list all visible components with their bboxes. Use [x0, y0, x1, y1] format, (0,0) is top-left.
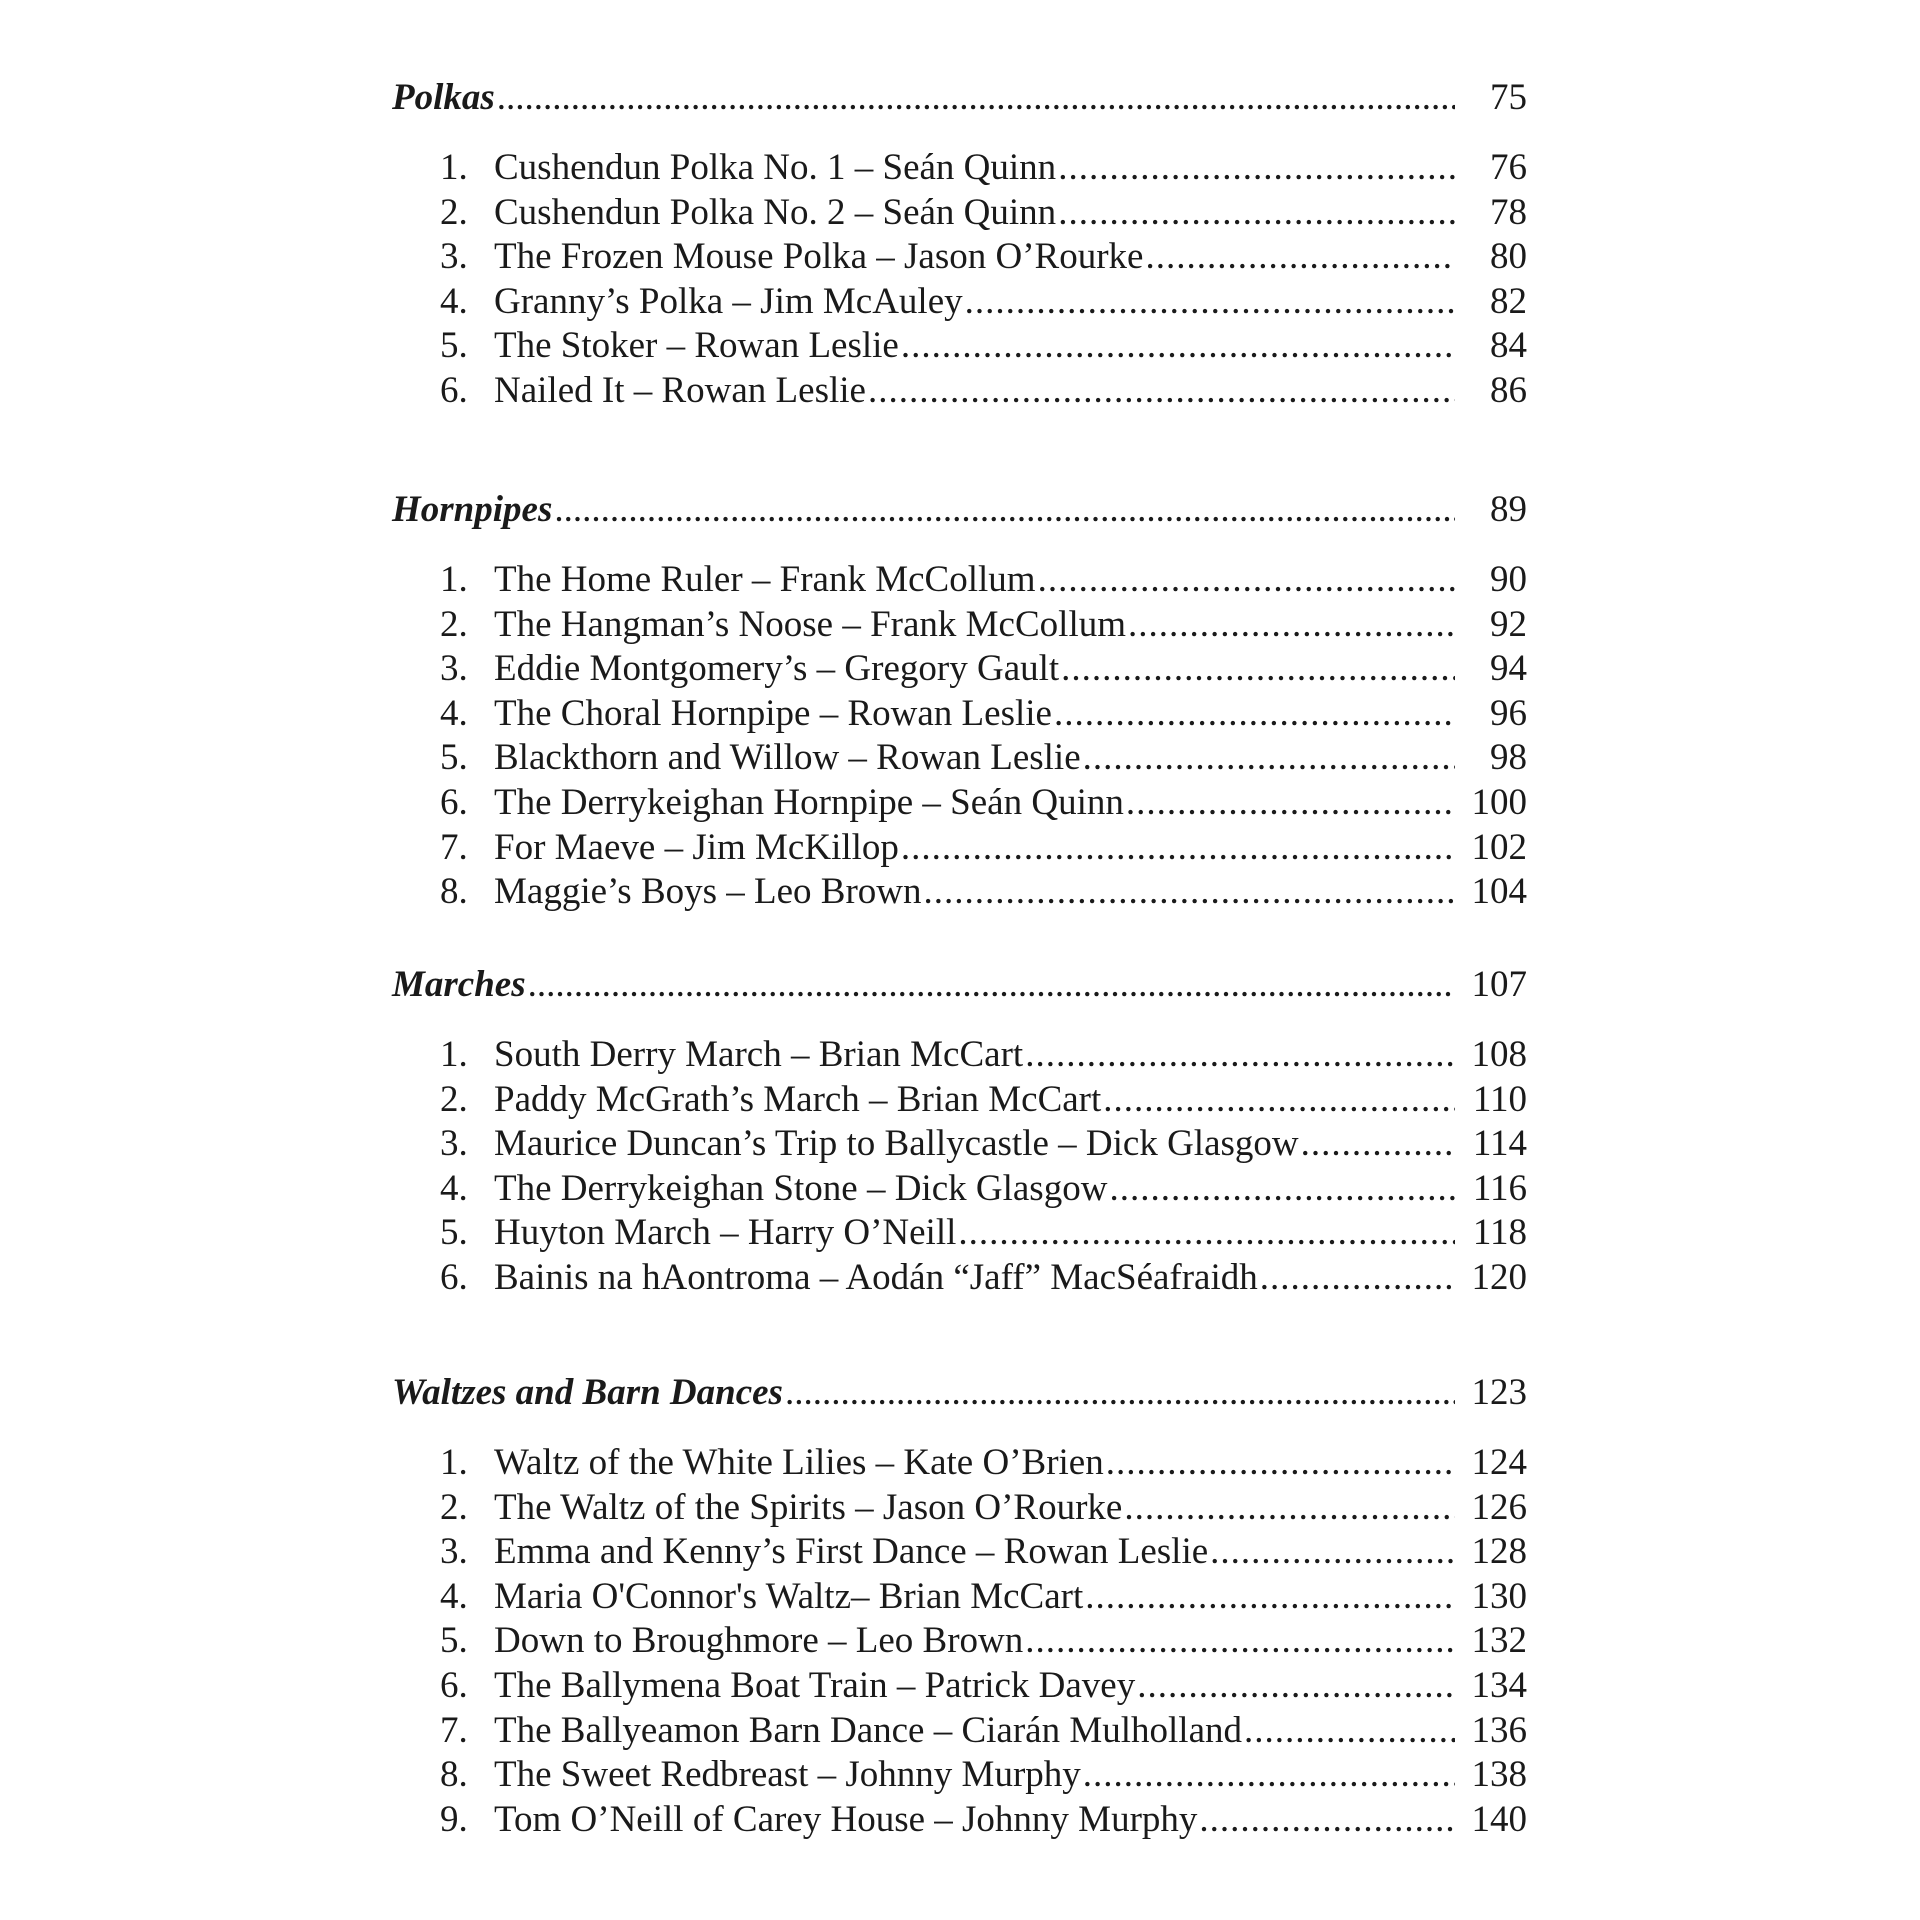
entry-title: Paddy McGrath’s March – Brian McCart: [494, 1078, 1102, 1120]
entry-number: 5.: [440, 325, 468, 367]
list-item: [440, 1798, 1527, 1843]
entry-title: Cushendun Polka No. 1 – Seán Quinn: [494, 147, 1057, 188]
entry-page-number: 138: [1471, 1754, 1527, 1796]
dot-leader: [554, 488, 1455, 531]
entry-title: The Home Ruler – Frank McCollum: [494, 559, 1036, 600]
dot-leader: [901, 826, 1455, 869]
entry-page-number: 76: [1490, 147, 1527, 188]
entry-number: 3.: [440, 648, 468, 690]
list-item: [440, 235, 1527, 280]
section-title: Waltzes and Barn Dances: [392, 1372, 783, 1413]
section-heading: [392, 1371, 1527, 1419]
list-item: [440, 324, 1527, 369]
dot-leader: [924, 870, 1455, 913]
list-item: [440, 191, 1527, 236]
dot-leader: [1126, 781, 1455, 824]
entry-number: 1.: [440, 147, 468, 188]
entry-title: Waltz of the White Lilies – Kate O’Brien: [494, 1442, 1104, 1483]
list-item: [440, 558, 1527, 603]
entry-page-number: 100: [1471, 781, 1527, 823]
entry-number: 3.: [440, 1123, 468, 1165]
entry-title: The Ballyeamon Barn Dance – Ciarán Mulholland: [494, 1709, 1243, 1751]
dot-leader: [1260, 1256, 1455, 1299]
entry-page-number: 80: [1490, 236, 1527, 278]
entry-page-number: 136: [1471, 1709, 1527, 1751]
entry-title: Tom O’Neill of Carey House – Johnny Murphy: [494, 1798, 1198, 1840]
entry-page-number: 90: [1490, 559, 1527, 600]
entry-number: 1.: [440, 1442, 468, 1483]
dot-leader: [528, 963, 1455, 1006]
entry-title: For Maeve – Jim McKillop: [494, 826, 899, 868]
entry-number: 7.: [440, 826, 468, 868]
dot-leader: [497, 76, 1455, 119]
dot-leader: [1106, 1441, 1455, 1484]
list-item: [440, 1709, 1527, 1754]
entry-page-number: 84: [1490, 325, 1527, 367]
dot-leader: [868, 369, 1455, 412]
dot-leader: [1058, 191, 1455, 234]
entry-title: Maurice Duncan’s Trip to Ballycastle – Dick Glasgow: [494, 1123, 1299, 1165]
entry-page-number: 102: [1471, 826, 1527, 868]
entry-number: 6.: [440, 1256, 468, 1298]
section-page-number: 75: [1490, 77, 1527, 118]
dot-leader: [965, 280, 1455, 323]
entry-page-number: 118: [1472, 1212, 1527, 1254]
section-title: Polkas: [392, 77, 495, 118]
dot-leader: [1128, 603, 1455, 646]
list-item: [440, 1122, 1527, 1167]
dot-leader: [1103, 1078, 1455, 1121]
entry-title: Cushendun Polka No. 2 – Seán Quinn: [494, 191, 1057, 233]
entry-page-number: 98: [1490, 737, 1527, 779]
entry-page-number: 128: [1471, 1531, 1527, 1573]
entry-number: 4.: [440, 1167, 468, 1209]
entry-title: The Stoker – Rowan Leslie: [494, 325, 899, 367]
entry-page-number: 78: [1490, 191, 1527, 233]
entry-title: The Derrykeighan Stone – Dick Glasgow: [494, 1167, 1108, 1209]
dot-leader: [1210, 1530, 1455, 1573]
entry-number: 4.: [440, 280, 468, 322]
dot-leader: [1301, 1122, 1455, 1165]
entry-title: The Ballymena Boat Train – Patrick Davey: [494, 1664, 1136, 1706]
list-item: [440, 1530, 1527, 1575]
entry-title: South Derry March – Brian McCart: [494, 1034, 1024, 1075]
entry-title: Maria O'Connor's Waltz– Brian McCart: [494, 1575, 1084, 1617]
dot-leader: [1137, 1664, 1455, 1707]
list-item: [440, 781, 1527, 826]
entry-page-number: 94: [1490, 648, 1527, 690]
entry-number: 9.: [440, 1798, 468, 1840]
list-item: [440, 1575, 1527, 1620]
list-item: [440, 1256, 1527, 1301]
entry-number: 8.: [440, 1754, 468, 1796]
entry-page-number: 116: [1472, 1167, 1527, 1209]
entry-number: 1.: [440, 559, 468, 600]
dot-leader: [1085, 1575, 1455, 1618]
entry-number: 5.: [440, 1620, 468, 1662]
list-item: [440, 647, 1527, 692]
entry-number: 4.: [440, 692, 468, 734]
list-item: [440, 1078, 1527, 1123]
list-item: [440, 1664, 1527, 1709]
entry-title: Maggie’s Boys – Leo Brown: [494, 871, 922, 913]
dot-leader: [958, 1211, 1455, 1254]
dot-leader: [1145, 235, 1455, 278]
dot-leader: [901, 324, 1455, 367]
entry-number: 5.: [440, 737, 468, 779]
dot-leader: [1058, 146, 1455, 189]
entry-title: Huyton March – Harry O’Neill: [494, 1212, 957, 1254]
entry-page-number: 82: [1490, 280, 1527, 322]
entry-page-number: 132: [1471, 1620, 1527, 1662]
dot-leader: [1025, 1033, 1455, 1076]
entry-number: 3.: [440, 1531, 468, 1573]
dot-leader: [1199, 1798, 1455, 1841]
section-heading: [392, 488, 1527, 536]
entry-number: 8.: [440, 871, 468, 913]
entry-title: The Frozen Mouse Polka – Jason O’Rourke: [494, 236, 1144, 278]
section-heading: [392, 963, 1527, 1011]
entry-title: The Derrykeighan Hornpipe – Seán Quinn: [494, 781, 1124, 823]
list-item: [440, 1486, 1527, 1531]
list-item: [440, 1033, 1527, 1078]
entry-title: Nailed It – Rowan Leslie: [494, 369, 866, 411]
entry-title: The Hangman’s Noose – Frank McCollum: [494, 603, 1126, 645]
entry-title: Emma and Kenny’s First Dance – Rowan Leslie: [494, 1531, 1209, 1573]
dot-leader: [785, 1371, 1455, 1414]
section-page-number: 89: [1490, 489, 1527, 530]
entry-number: 6.: [440, 781, 468, 823]
dot-leader: [1109, 1167, 1455, 1210]
entry-title: Bainis na hAontroma – Aodán “Jaff” MacSéafraidh: [494, 1256, 1258, 1298]
entry-number: 5.: [440, 1212, 468, 1254]
section-page-number: 107: [1471, 964, 1527, 1005]
dot-leader: [1061, 647, 1455, 690]
entry-page-number: 96: [1490, 692, 1527, 734]
entry-title: The Choral Hornpipe – Rowan Leslie: [494, 692, 1052, 734]
entry-page-number: 140: [1471, 1798, 1527, 1840]
dot-leader: [1124, 1486, 1455, 1529]
dot-leader: [1083, 1753, 1455, 1796]
entry-number: 7.: [440, 1709, 468, 1751]
entry-title: Eddie Montgomery’s – Gregory Gault: [494, 648, 1060, 690]
entry-number: 3.: [440, 236, 468, 278]
list-item: [440, 826, 1527, 871]
list-item: [440, 1753, 1527, 1798]
entry-number: 2.: [440, 191, 468, 233]
entry-number: 6.: [440, 1664, 468, 1706]
list-item: [440, 1211, 1527, 1256]
entry-page-number: 86: [1490, 369, 1527, 411]
section-title: Marches: [392, 964, 526, 1005]
entry-page-number: 134: [1471, 1664, 1527, 1706]
entry-number: 2.: [440, 1486, 468, 1528]
entry-page-number: 120: [1471, 1256, 1527, 1298]
list-item: [440, 692, 1527, 737]
dot-leader: [1083, 736, 1455, 779]
entry-page-number: 104: [1471, 871, 1527, 913]
entry-number: 2.: [440, 603, 468, 645]
entry-list: [440, 1441, 1527, 1842]
entry-page-number: 126: [1471, 1486, 1527, 1528]
list-item: [440, 1441, 1527, 1486]
entry-list: [440, 558, 1527, 915]
entry-list: [440, 146, 1527, 414]
entry-page-number: 114: [1472, 1123, 1527, 1165]
entry-number: 4.: [440, 1575, 468, 1617]
entry-page-number: 130: [1471, 1575, 1527, 1617]
list-item: [440, 369, 1527, 414]
list-item: [440, 1167, 1527, 1212]
entry-page-number: 108: [1471, 1034, 1527, 1075]
entry-number: 6.: [440, 369, 468, 411]
list-item: [440, 1619, 1527, 1664]
dot-leader: [1244, 1709, 1455, 1752]
list-item: [440, 736, 1527, 781]
dot-leader: [1025, 1619, 1455, 1662]
section-heading: [392, 76, 1527, 124]
entry-number: 2.: [440, 1078, 468, 1120]
entry-title: Down to Broughmore – Leo Brown: [494, 1620, 1024, 1662]
entry-title: Blackthorn and Willow – Rowan Leslie: [494, 737, 1081, 779]
entry-title: The Waltz of the Spirits – Jason O’Rourke: [494, 1486, 1123, 1528]
list-item: [440, 280, 1527, 325]
dot-leader: [1038, 558, 1455, 601]
entry-list: [440, 1033, 1527, 1301]
section-title: Hornpipes: [392, 489, 553, 530]
entry-title: Granny’s Polka – Jim McAuley: [494, 280, 963, 322]
list-item: [440, 870, 1527, 915]
entry-page-number: 110: [1472, 1078, 1527, 1120]
entry-number: 1.: [440, 1034, 468, 1075]
list-item: [440, 603, 1527, 648]
entry-page-number: 124: [1471, 1442, 1527, 1483]
dot-leader: [1054, 692, 1455, 735]
entry-page-number: 92: [1490, 603, 1527, 645]
section-page-number: 123: [1471, 1372, 1527, 1413]
entry-title: The Sweet Redbreast – Johnny Murphy: [494, 1754, 1081, 1796]
list-item: [440, 146, 1527, 191]
